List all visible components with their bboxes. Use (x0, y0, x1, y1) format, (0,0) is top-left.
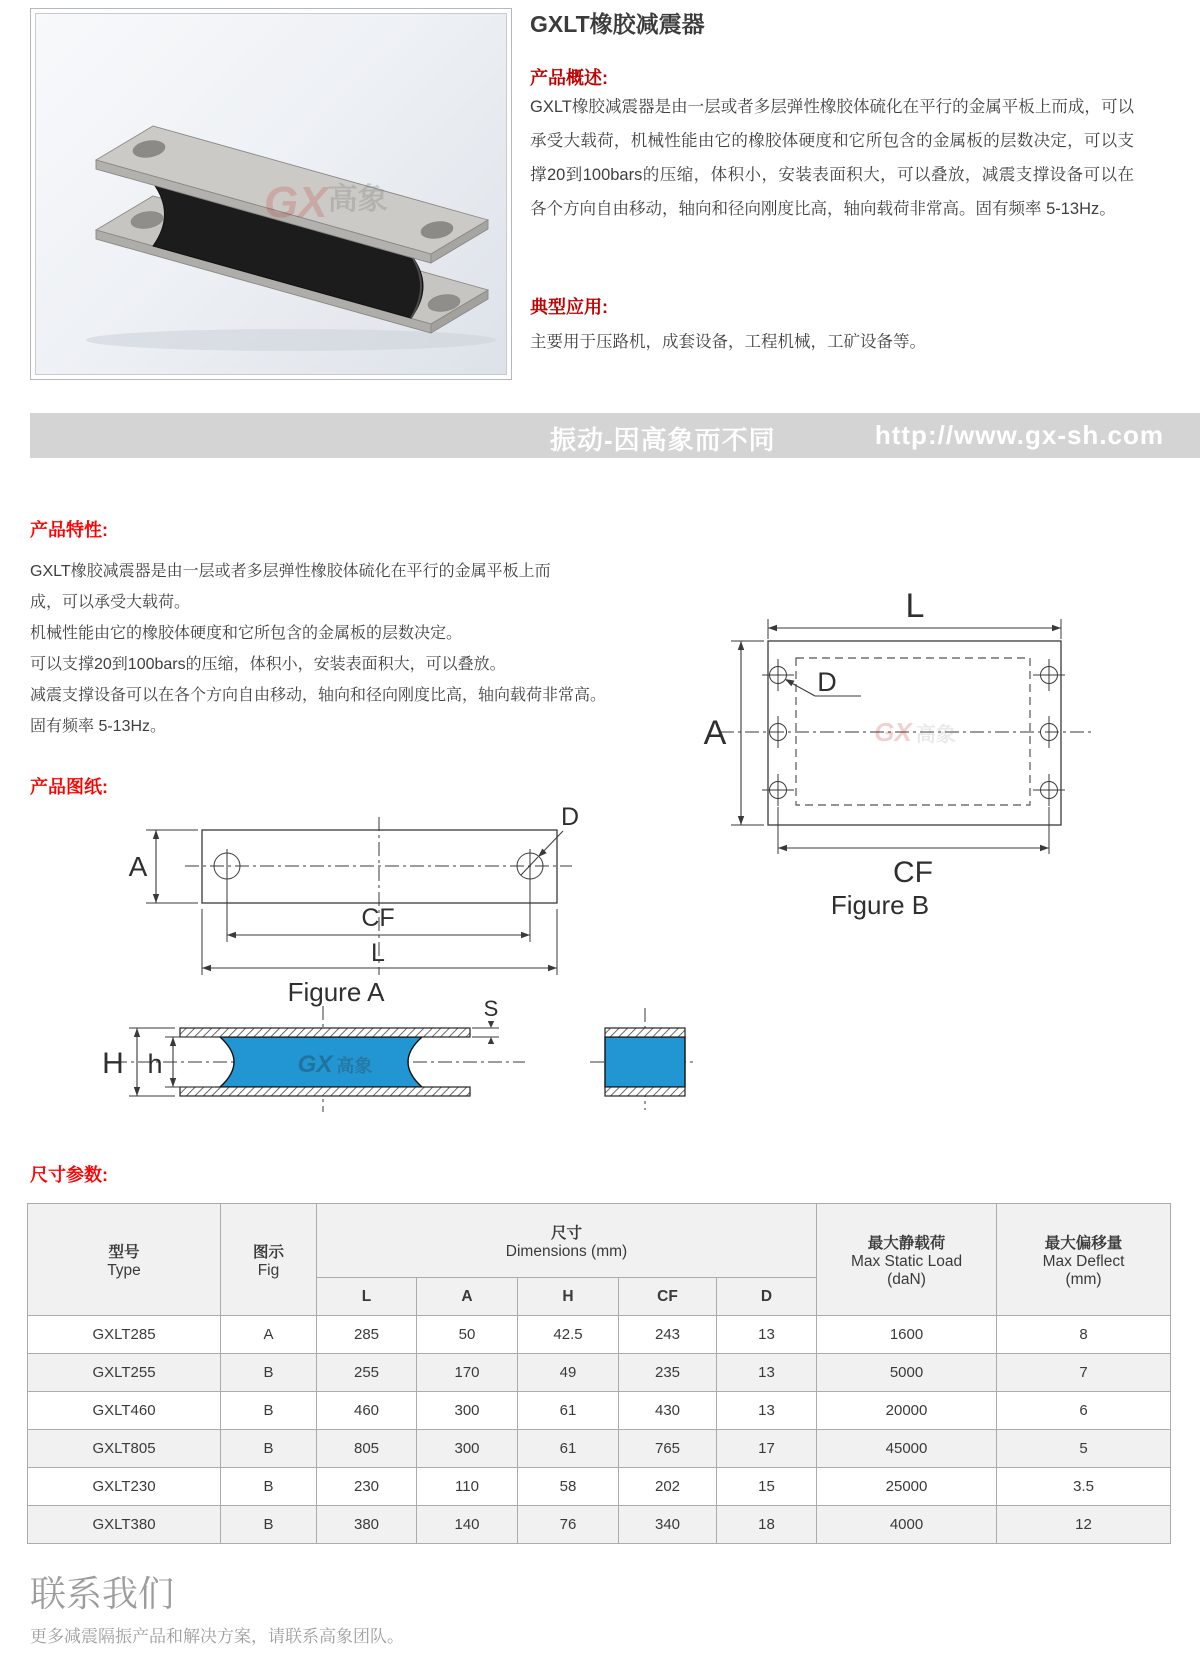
col-header-L: L (317, 1278, 417, 1316)
cell-deflect: 12 (997, 1506, 1171, 1544)
cell-load: 20000 (817, 1392, 997, 1430)
cell-d: 13 (717, 1392, 817, 1430)
col-header-load-unit: (daN) (887, 1270, 926, 1288)
params-heading: 尺寸参数: (30, 1165, 108, 1185)
table-row (28, 1316, 1171, 1354)
dim-label-L: L (905, 587, 925, 625)
dim-label-S: S (483, 1000, 499, 1021)
cell-cf: 765 (619, 1430, 717, 1468)
cell-h: 42.5 (518, 1316, 619, 1354)
cell-a: 300 (417, 1430, 518, 1468)
figure-a-drawing (100, 765, 620, 980)
product-photo (35, 13, 507, 375)
cell-a: 300 (417, 1392, 518, 1430)
features-list (30, 556, 606, 742)
cell-cf: 430 (619, 1392, 717, 1430)
cell-d: 13 (717, 1316, 817, 1354)
features-heading: 产品特性: (30, 520, 108, 540)
feature-line: 减震支撑设备可以在各个方向自由移动，轴向和径向刚度比高，轴向载荷非常高。 (30, 687, 607, 704)
cell-h: 76 (518, 1506, 619, 1544)
cell-cf: 340 (619, 1506, 717, 1544)
table-row (28, 1506, 1171, 1544)
cell-load: 45000 (817, 1430, 997, 1468)
application-heading: 典型应用: (530, 297, 608, 317)
col-header-deflect-unit: (mm) (1065, 1270, 1102, 1288)
cell-d: 18 (717, 1506, 817, 1544)
product-photo-frame (30, 8, 512, 380)
table-row (28, 1354, 1171, 1392)
cell-h: 61 (518, 1392, 619, 1430)
col-header-D: D (717, 1278, 817, 1316)
page-title: GXLT橡胶减震器 (530, 11, 705, 37)
col-header-dimensions (317, 1204, 817, 1278)
application-body: 主要用于压路机，成套设备，工程机械，工矿设备等。 (530, 333, 926, 351)
figure-b-drawing (665, 555, 1140, 895)
overview-heading: 产品概述: (530, 68, 608, 88)
cell-load: 5000 (817, 1354, 997, 1392)
cell-h: 58 (518, 1468, 619, 1506)
col-header-type-en: Type (107, 1261, 141, 1279)
cell-d: 15 (717, 1468, 817, 1506)
cell-a: 110 (417, 1468, 518, 1506)
cell-a: 140 (417, 1506, 518, 1544)
brand-banner (30, 413, 1200, 458)
cell-l: 230 (317, 1468, 417, 1506)
dim-label-H: H (102, 1047, 124, 1080)
cell-load: 25000 (817, 1468, 997, 1506)
footer-contact-title: 联系我们 (30, 1573, 175, 1614)
cell-h: 61 (518, 1430, 619, 1468)
cell-l: 255 (317, 1354, 417, 1392)
cell-fig: B (221, 1392, 317, 1430)
cell-type: GXLT255 (28, 1354, 221, 1392)
dim-label-CF: CF (893, 856, 933, 889)
watermark-figure-b: GX 高象 (874, 717, 956, 747)
col-header-CF: CF (619, 1278, 717, 1316)
dim-label-D: D (560, 803, 580, 831)
cell-deflect: 5 (997, 1430, 1171, 1468)
cell-type: GXLT380 (28, 1506, 221, 1544)
table-row (28, 1468, 1171, 1506)
drawings-heading: 产品图纸: (30, 777, 108, 797)
watermark-name: 高象 (327, 183, 388, 216)
col-header-H: H (518, 1278, 619, 1316)
cell-fig: B (221, 1430, 317, 1468)
cell-a: 50 (417, 1316, 518, 1354)
cell-type: GXLT460 (28, 1392, 221, 1430)
cell-l: 460 (317, 1392, 417, 1430)
feature-line: 机械性能由它的橡胶体硬度和它所包含的金属板的层数决定。 (30, 625, 463, 642)
cell-a: 170 (417, 1354, 518, 1392)
cell-load: 4000 (817, 1506, 997, 1544)
cell-cf: 235 (619, 1354, 717, 1392)
col-header-dims-cn: 尺寸 (551, 1224, 583, 1242)
cell-type: GXLT805 (28, 1430, 221, 1468)
col-header-A: A (417, 1278, 518, 1316)
cell-deflect: 3.5 (997, 1468, 1171, 1506)
overview-body: GXLT橡胶减震器是由一层或者多层弹性橡胶体硫化在平行的金属平板上而成，可以承受大载荷，机械性能由它的橡胶体硬度和它所包含的金属板的层数决定，可以支撑20到100bars的压缩，体积小，安装表面积大，可以叠放，减震支撑设备可以在各个方向自由移动，轴向和径向刚度比高，轴向载荷非常高。固有频率 5-13Hz。 (530, 98, 1134, 218)
cell-fig: B (221, 1506, 317, 1544)
feature-line: 可以支撑20到100bars的压缩，体积小，安装表面积大，可以叠放。 (30, 656, 506, 673)
dim-label-A: A (703, 714, 727, 752)
col-header-max-load (817, 1204, 997, 1316)
cell-l: 805 (317, 1430, 417, 1468)
table-row (28, 1392, 1171, 1430)
table-row (28, 1430, 1171, 1468)
cell-fig: B (221, 1354, 317, 1392)
cell-h: 49 (518, 1354, 619, 1392)
col-header-deflect-en: Max Deflect (1042, 1252, 1125, 1270)
cell-type: GXLT285 (28, 1316, 221, 1354)
cell-l: 380 (317, 1506, 417, 1544)
dim-label-h: h (147, 1049, 163, 1079)
col-header-load-cn: 最大静载荷 (867, 1234, 946, 1252)
cell-cf: 243 (619, 1316, 717, 1354)
footer-contact-tagline: 更多减震隔振产品和解决方案，请联系高象团队。 (30, 1627, 404, 1646)
feature-line: 成，可以承受大载荷。 (30, 594, 191, 611)
col-header-fig-cn: 图示 (252, 1243, 284, 1261)
product-3d-render (36, 14, 504, 372)
col-header-deflect-cn: 最大偏移量 (1044, 1234, 1123, 1252)
banner-url-link[interactable]: http://www.gx-sh.com (874, 420, 1164, 450)
col-header-type-cn: 型号 (108, 1243, 140, 1261)
dim-label-L: L (371, 939, 385, 967)
banner-slogan: 振动-因高象而不同 (550, 425, 776, 455)
dim-label-D: D (817, 667, 837, 697)
dimensions-table (27, 1203, 1171, 1544)
cell-fig: B (221, 1468, 317, 1506)
col-header-max-deflect (997, 1204, 1171, 1316)
figure-b-caption: Figure B (830, 890, 930, 920)
cell-d: 17 (717, 1430, 817, 1468)
cell-d: 13 (717, 1354, 817, 1392)
col-header-fig (221, 1204, 317, 1316)
cell-type: GXLT230 (28, 1468, 221, 1506)
cell-load: 1600 (817, 1316, 997, 1354)
feature-line: 固有频率 5-13Hz。 (30, 718, 167, 735)
dim-label-CF: CF (361, 904, 395, 932)
figure-a-caption: Figure A (287, 977, 385, 1007)
feature-line: GXLT橡胶减震器是由一层或者多层弹性橡胶体硫化在平行的金属平板上而 (30, 563, 551, 580)
dim-label-A: A (128, 851, 148, 882)
cell-fig: A (221, 1316, 317, 1354)
col-header-fig-en: Fig (257, 1261, 280, 1279)
cell-deflect: 8 (997, 1316, 1171, 1354)
cell-deflect: 7 (997, 1354, 1171, 1392)
cross-section-drawing (95, 1000, 695, 1115)
cell-l: 285 (317, 1316, 417, 1354)
cell-cf: 202 (619, 1468, 717, 1506)
col-header-dims-en: Dimensions (mm) (505, 1242, 628, 1260)
watermark-section: GX 高象 (297, 1051, 373, 1078)
col-header-load-en: Max Static Load (850, 1252, 963, 1270)
col-header-type (28, 1204, 221, 1316)
cell-deflect: 6 (997, 1392, 1171, 1430)
